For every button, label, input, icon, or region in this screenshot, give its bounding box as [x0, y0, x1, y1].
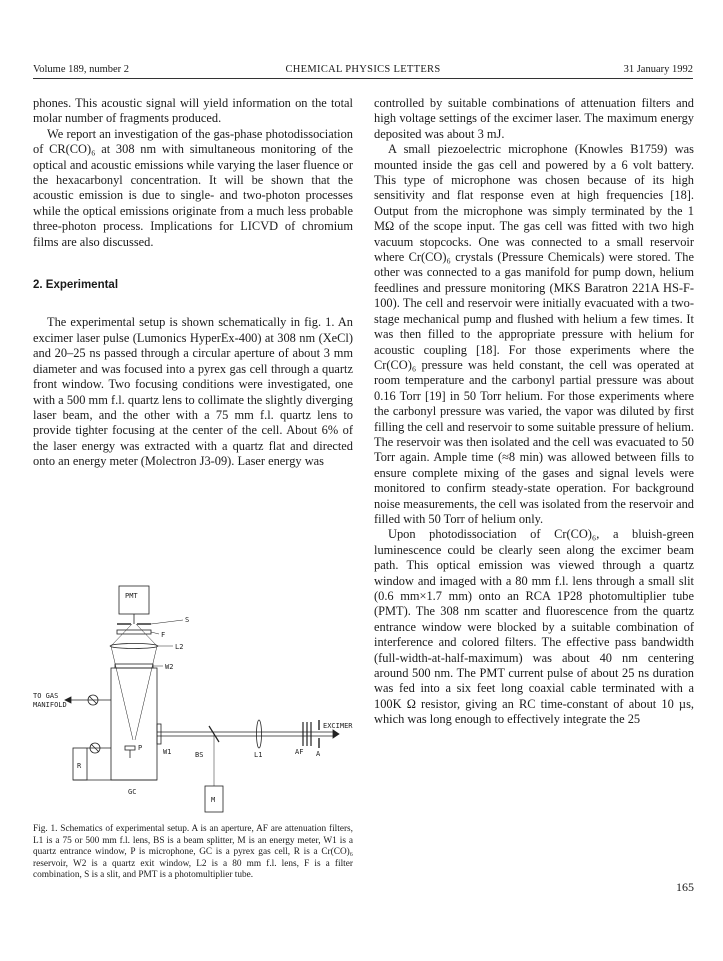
left-column [33, 96, 353, 470]
issue-date: 31 January 1992 [623, 64, 693, 75]
journal-name: CHEMICAL PHYSICS LETTERS [285, 64, 441, 75]
label-l1: L1 [254, 751, 263, 759]
filter [117, 630, 151, 634]
page-number: 165 [676, 880, 694, 894]
lens-l2 [110, 644, 158, 649]
window-w1 [157, 724, 161, 744]
label-l2: L2 [175, 643, 184, 651]
running-header [33, 64, 693, 79]
setup-schematic [33, 580, 353, 820]
gas-cell [111, 668, 157, 780]
label-r: R [77, 762, 82, 770]
label-manifold: MANIFOLD [33, 701, 67, 709]
volume-info: Volume 189, number 2 [33, 64, 130, 75]
label-m: M [211, 796, 216, 804]
pmt-box [119, 586, 149, 614]
label-pmt: PMT [125, 592, 138, 600]
lens-l1 [257, 720, 262, 748]
right-column [374, 96, 694, 728]
label-w1: W1 [163, 748, 172, 756]
label-w2: W2 [165, 663, 174, 671]
label-bs: BS [195, 751, 204, 759]
label-af: AF [295, 748, 304, 756]
label-p: P [138, 744, 143, 752]
paragraph: A small piezoelectric microphone (Knowles B1759) was mounted inside the gas cell and powered by a 6 volt battery. This type of microphone was chosen because of its high sensitivity and flat response even at high frequencies [18]. Output from the microphone was simply terminated by the 1 MΩ of the scope input. The gas cell was fitted with two high vacuum stopcocks. One was connected to a small reservoir where Cr(CO)₆ crystals (Pressure Chemicals) were stored. The other was connected to a gas manifold for pump down, helium feedlines and pressure monitoring (MKS Baratron 221A HS-F-100). The cell and reservoir were initially evacuated with a two-stage mechanical pump and flushed with helium a few times. It was then filled to the appropriate pressure with helium for acoustic coupling [18]. For those experiments where the Cr(CO)₆ pressure was held constant, the cell was operated at room temperature and the carbonyl partial pressure was about 0.16 Torr [19] in 50 Torr helium. For those experiments where the carbonyl pressure was varied, the vapor was diluted by first filling the cell and reservoir to some suitable pressure of helium. The reservoir was then isolated and the cell was evacuated to 50 Torr again. Ample time (≈8 min) was allowed between fills to ensure complete mixing of the gases and signal levels were monitored to confirm steady-state operation. For background noise measurements, the cell was isolated from the reservoir and filled with 50 Torr of helium only. [374, 142, 694, 526]
label-to-gas: TO GAS [33, 692, 59, 700]
window-w2 [115, 664, 153, 668]
paragraph: controlled by suitable combinations of attenuation filters and high voltage settings of the excimer laser. The maximum energy deposited was about 3 mJ. [374, 96, 694, 141]
label-excimer: EXCIMER [323, 722, 353, 730]
figure-1 [33, 580, 353, 820]
label-gc: GC [128, 788, 137, 796]
paragraph: Upon photodissociation of Cr(CO)₆, a bluish-green luminescence could be clearly seen along the excimer beam path. This optical emission was viewed through a quartz window and imaged with a 80 mm f.l. lens through a small slit (0.6 mm×1.7 mm) onto an RCA 1P28 photomultiplier tube (PMT). The 308 nm scatter and fluorescence from the quartz entrance window were blocked by a suitable combination of interference and colored filters. The effective pass bandwidth (full-width-at-half-maximum) was about 40 nm centering around 500 nm. The PMT current pulse of about 25 ns duration was fed into a six feet long coaxial cable terminated with a 100K Ω resistor, giving an RC time-constant of about 10 µs, which was long enough to effectively integrate the 25 [374, 527, 694, 727]
label-s: S [185, 616, 190, 624]
section-heading: 2. Experimental [33, 279, 119, 292]
paragraph: phones. This acoustic signal will yield information on the total molar number of fragments produced. [33, 96, 353, 126]
label-a: A [316, 750, 321, 758]
microphone [125, 746, 135, 750]
paragraph: The experimental setup is shown schematically in fig. 1. An excimer laser pulse (Lumonics HyperEx-400) at 308 nm (XeCl) and 20–25 ns passed through a circular aperture of about 3 mm diameter and was focused into a pyrex gas cell through a quartz front window. Two focusing conditions were investigated, one with a 500 mm f.l. quartz lens to collimate the slightly diverging laser beam, and the other with a 75 mm f.l. quartz lens to provide tighter focusing at the center of the cell. About 6% of the laser energy was extracted with a quartz flat and directed onto an energy meter (Molectron J3-09). Laser energy was [33, 315, 353, 469]
label-f: F [161, 631, 166, 639]
figure-caption: Fig. 1. Schematics of experimental setup. A is an aperture, AF are attenuation filters, L1 is a 75 or 500 mm f.l. lens, BS is a beam splitter, M is an energy meter, W1 is a quartz entrance window, P is microphone, GC is a pyrex gas cell, R is a Cr(CO)₆ reservoir, W2 is a quartz exit window, L2 is a 80 mm f.l. lens, F is a filter combination, S is a slit, and PMT is a photomultiplier tube. [33, 824, 353, 881]
paragraph: We report an investigation of the gas-phase photodissociation of CR(CO)₆ at 308 nm with simultaneous monitoring of the optical and acoustic emissions while varying the laser fluence or the hexacarbonyl concentration. It will be shown that the acoustic emission is due to single- and two-photon processes while the optical emissions originate from a much less probable three-photon process. Implications for LICVD of chromium films are also discussed. [33, 126, 353, 249]
